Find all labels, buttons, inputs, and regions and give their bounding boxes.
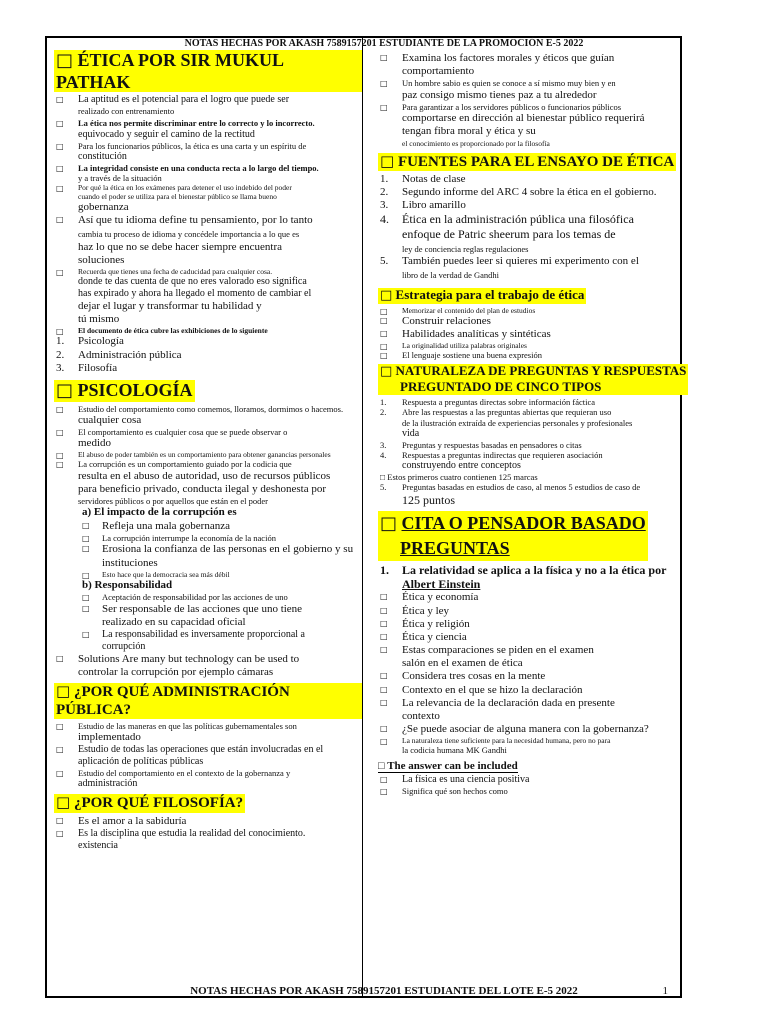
heading-administracion: □ ¿POR QUÉ ADMINISTRACIÓN PÚBLICA? bbox=[54, 683, 362, 719]
list-item: □ Es el amor a la sabiduría bbox=[54, 815, 362, 828]
list-item: □ Para los funcionarios públicos, la ética es una carta y un espíritu de constitución bbox=[54, 141, 362, 163]
list-item: □ Por qué la ética en los exámenes para detener el uso indebido del poder cuando el poder se utiliza para el bienestar público se llama bueno gobernanza bbox=[54, 183, 362, 214]
list-item: □ La relevancia de la declaración dada en presente contexto bbox=[378, 697, 762, 723]
page-header: NOTAS HECHAS POR AKASH 7589157201 ESTUDIANTE DE LA PROMOCIÓN E-5 2022 bbox=[184, 38, 584, 49]
heading-fuentes: □ FUENTES PARA EL ENSAYO DE ÉTICA bbox=[380, 151, 675, 170]
answer-heading: □ The answer can be included bbox=[378, 759, 518, 772]
list-item: □ Refleja una mala gobernanza bbox=[54, 520, 362, 533]
list-item: □ La aptitud es el potencial para el logro que puede ser realizado con entrenamiento bbox=[54, 94, 362, 118]
right-column bbox=[378, 52, 762, 796]
numbered-item: 3. Preguntas y respuestas basadas en pensadores o citas bbox=[380, 439, 582, 450]
note-text: □ Estos primeros cuatro contienen 125 marcas bbox=[380, 472, 538, 483]
numbered-item: 1. Psicología bbox=[56, 335, 124, 348]
list-item: □ Aceptación de responsabilidad por las acciones de uno bbox=[54, 592, 362, 602]
list-item: □ Así que tu idioma define tu pensamiento, por lo tanto cambia tu proceso de idioma y concédele importancia a lo que es haz lo que no se debe hacer siempre encuentra soluciones bbox=[54, 214, 362, 267]
numbered-item: 2. Segundo informe del ARC 4 sobre la ética en el gobierno. bbox=[380, 185, 657, 198]
list-item: □ Solutions Are many but technology can be used to controlar la corrupción por ejemplo cámaras bbox=[54, 653, 362, 679]
list-item: □ Construir relaciones bbox=[378, 315, 762, 328]
list-item: □ Un hombre sabio es quien se conoce a sí mismo muy bien y en paz consigo mismo tienes paz a tu alrededor bbox=[378, 78, 762, 101]
page-number: 1 bbox=[662, 985, 668, 997]
list-item: □ Ética y religión bbox=[378, 618, 762, 631]
list-item: □ La corrupción interrumpe la economía de la nación bbox=[54, 533, 362, 543]
subheading-responsabilidad: b) Responsabilidad bbox=[82, 578, 173, 591]
list-item: □ Memorizar el contenido del plan de estudios bbox=[378, 306, 762, 315]
list-item: □ La ética nos permite discriminar entre lo correcto y lo incorrecto. equivocado y seguir el camino de la rectitud bbox=[54, 118, 362, 140]
numbered-item: 3. Filosofía bbox=[56, 361, 118, 374]
list-item: □ La corrupción es un comportamiento guiado por la codicia que resulta en el abuso de autoridad, uso de recursos públicos para beneficio privado, conducta ilegal y deshonesta por servidores públicos o por aquellos que están en el poder bbox=[54, 459, 362, 506]
numbered-item: 5. También puedes leer si quieres mi experimento con el libro de la verdad de Gandhi bbox=[380, 255, 639, 280]
heading-naturaleza: □ NATURALEZA DE PREGUNTAS Y RESPUESTAS PREGUNTADO DE CINCO TIPOS bbox=[380, 363, 687, 395]
left-column bbox=[54, 48, 362, 852]
heading-psicologia: □ PSICOLOGÍA bbox=[56, 380, 193, 401]
numbered-item: 4. Ética en la administración pública una filosófica enfoque de Patric sheerum para los temas de ley de conciencia reglas regulaciones bbox=[380, 212, 634, 255]
list-item: □ La originalidad utiliza palabras originales bbox=[378, 341, 762, 350]
list-item: □ Estas comparaciones se piden en el examen salón en el examen de ética bbox=[378, 644, 762, 670]
list-item: □ La integridad consiste en una conducta recta a lo largo del tiempo. y a través de la situación bbox=[54, 163, 362, 183]
numbered-item: 5. Preguntas basadas en estudios de caso, al menos 5 estudios de caso de 125 puntos bbox=[380, 482, 641, 507]
list-item: □ Para garantizar a los servidores públicos o funcionarios públicos comportarse en dirección al bienestar público requerirá tengan fibra moral y ética y su el conocimiento es proporcionado por la filosofía bbox=[378, 102, 762, 149]
column-divider bbox=[362, 38, 363, 996]
list-item: □ Estudio del comportamiento en el contexto de la gobernanza y administración bbox=[54, 768, 362, 790]
numbered-item: 4. Respuestas a preguntas indirectas que requieren asociación construyendo entre conceptos bbox=[380, 449, 603, 472]
list-item: □ Ética y ciencia bbox=[378, 631, 762, 644]
list-item: □ Estudio de las maneras en que las políticas gubernamentales son implementado bbox=[54, 721, 362, 744]
list-item: □ La naturaleza tiene suficiente para la necesidad humana, pero no para la codicia humana MK Gandhi bbox=[378, 736, 762, 755]
list-item: □ El lenguaje sostiene una buena expresión bbox=[378, 350, 762, 360]
list-item: □ El documento de ética cubre las exhibiciones de lo siguiente bbox=[54, 326, 362, 335]
list-item: □ El comportamiento es cualquier cosa que se puede observar o medido bbox=[54, 427, 362, 450]
list-item: □ Considera tres cosas en la mente bbox=[378, 670, 762, 683]
heading-cita: □ CITA O PENSADOR BASADO PREGUNTAS bbox=[378, 511, 648, 561]
numbered-item: 2. Abre las respuestas a las preguntas abiertas que requieran uso de la ilustración extraída de experiencias personales y profesionales vida bbox=[380, 407, 633, 439]
list-item: □ Significa qué son hechos como bbox=[378, 786, 762, 796]
list-item: □ Estudio del comportamiento como comemos, lloramos, dormimos o hacemos. cualquier cosa bbox=[54, 404, 362, 427]
list-item: □ Ética y ley bbox=[378, 605, 762, 618]
list-item: □ El abuso de poder también es un comportamiento para obtener ganancias personales bbox=[54, 450, 362, 459]
subheading-impacto: a) El impacto de la corrupción es bbox=[82, 506, 237, 519]
heading-etica: □ ÉTICA POR SIR MUKUL PATHAK bbox=[54, 50, 362, 92]
numbered-item: 1. La relatividad se aplica a la física y no a la ética por Albert Einstein bbox=[380, 562, 667, 591]
numbered-item: 1. Notas de clase bbox=[380, 172, 466, 185]
heading-filosofia: □ ¿POR QUÉ FILOSOFÍA? bbox=[56, 793, 244, 812]
list-item: □ Esto hace que la democracia sea más débil bbox=[54, 570, 362, 579]
list-item: □ Estudio de todas las operaciones que están involucradas en el aplicación de políticas públicas bbox=[54, 744, 362, 768]
list-item: □ La física es una ciencia positiva bbox=[378, 774, 762, 786]
page-footer: NOTAS HECHAS POR AKASH 7589157201 ESTUDIANTE DEL LOTE E-5 2022 bbox=[190, 985, 578, 997]
list-item: □ Examina los factores morales y éticos que guían comportamiento bbox=[378, 52, 762, 78]
numbered-item: 3. Libro amarillo bbox=[380, 199, 466, 212]
numbered-item: 1. Respuesta a preguntas directas sobre información fáctica bbox=[380, 397, 596, 408]
list-item: □ Contexto en el que se hizo la declaración bbox=[378, 684, 762, 697]
list-item: □ Recuerda que tienes una fecha de caducidad para cualquier cosa. donde te das cuenta de que no eres valorado eso significa has expirado y ahora ha llegado el momento de cambiar el dejar el lugar y transformar tu habilidad y tú mismo bbox=[54, 267, 362, 326]
list-item: □ Erosiona la confianza de las personas en el gobierno y su instituciones bbox=[54, 543, 362, 569]
list-item: □ Habilidades analíticas y sintéticas bbox=[378, 328, 762, 341]
list-item: □ Ética y economía bbox=[378, 591, 762, 604]
numbered-item: 2. Administración pública bbox=[56, 348, 182, 361]
list-item: □ Es la disciplina que estudia la realidad del conocimiento. existencia bbox=[54, 828, 362, 852]
list-item: □ Ser responsable de las acciones que uno tiene realizado en su capacidad oficial bbox=[54, 603, 362, 629]
list-item: □ ¿Se puede asociar de alguna manera con la gobernanza? bbox=[378, 723, 762, 736]
list-item: □ La responsabilidad es inversamente proporcional a corrupción bbox=[54, 629, 362, 653]
heading-estrategia: □ Estrategia para el trabajo de ética bbox=[380, 286, 585, 303]
